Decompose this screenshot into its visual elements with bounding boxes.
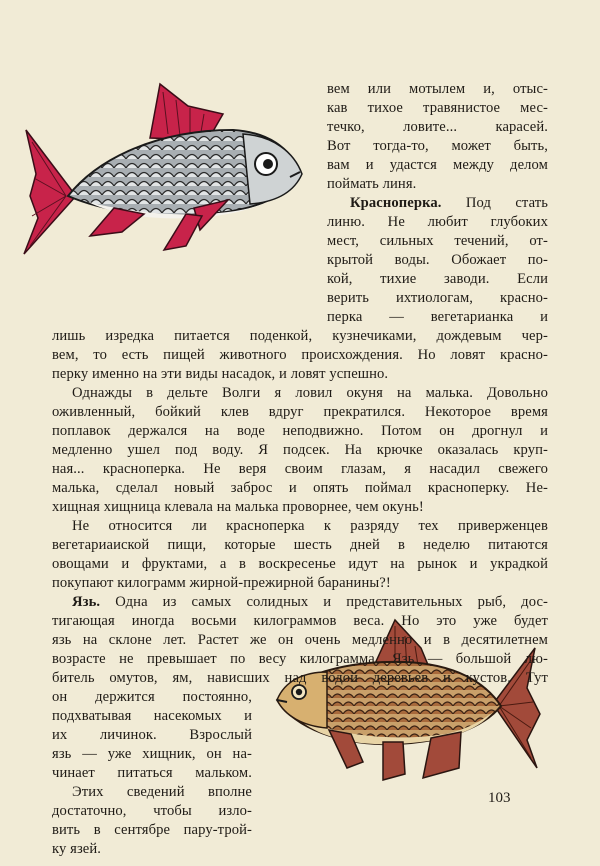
section-heading-ide: Язь. <box>72 594 101 610</box>
text-line: тигающая иногда восьми килограммов веса. Но это уже будет <box>52 613 548 629</box>
text-line: перку именно на эти виды насадок, и ловят успешно. <box>52 366 389 382</box>
text-line: овощами и фруктами, а в воскресенье идут на рынок и украдкой <box>52 556 548 572</box>
text-line: мест, сильных течений, от- <box>327 233 548 249</box>
text-line: крытой воды. Обожает по- <box>327 252 548 268</box>
text-line: поймать линя. <box>327 176 417 192</box>
text-line: битель омутов, ям, нависших над водой деревьев и кустов. Тут <box>52 670 548 686</box>
heading-trailing-text: Одна из самых солидных и представительных рыб, дос- <box>115 594 548 610</box>
text-line: вить в сентябре пару-трой- <box>52 822 252 838</box>
text-line: вем, то есть пищей животного происхождения. Но ловят красно- <box>52 347 548 363</box>
text-line: чинает питаться мальком. <box>52 765 252 781</box>
text-line: малька, сделал новый заброс и опять поймал красноперку. Не- <box>52 480 548 496</box>
text-line: медленно ушел под воду. Я подсек. На крючке оказалась круп- <box>52 442 548 458</box>
text-line-heading <box>72 593 548 612</box>
text-line: Этих сведений вполне <box>72 784 252 800</box>
text-line: возрасте не превышает по весу килограмма. Язь — большой лю- <box>52 651 548 667</box>
text-line: их личинок. Взрослый <box>52 727 252 743</box>
text-line: достаточно, чтобы изло- <box>52 803 252 819</box>
text-line: течко, ловите... карасей. <box>327 119 548 135</box>
text-line: лишь изредка питается поденкой, кузнечиками, дождевым чер- <box>52 328 548 344</box>
page-number: 103 <box>488 790 511 806</box>
rudd-fish-illustration <box>18 78 318 256</box>
text-line: Однажды в дельте Волги я ловил окуня на малька. Довольно <box>72 385 548 401</box>
text-line: он держится постоянно, <box>52 689 252 705</box>
text-line: покупают килограмм жирной-прежирной баранины?! <box>52 575 391 591</box>
text-line: вам и удастся между делом <box>327 157 548 173</box>
text-line: хищная хищница клевала на малька проворнее, чем окунь! <box>52 499 424 515</box>
text-line: поплавок держался на воде неподвижно. Потом он дрогнул и <box>52 423 548 439</box>
text-line: ку язей. <box>52 841 102 857</box>
text-line: Вот тогда-то, может быть, <box>327 138 548 154</box>
section-heading-rudd: Красноперка. <box>350 195 442 211</box>
text-line: язь — уже хищник, он на- <box>52 746 252 762</box>
heading-trailing-text: Под стать <box>465 195 549 211</box>
text-line: верить ихтиологам, красно- <box>327 290 548 306</box>
text-line: Не относится ли красноперка к разряду тех приверженцев <box>72 518 548 534</box>
text-line-heading <box>350 194 548 213</box>
text-line: ная... красноперка. Не веря своим глазам, я насадил свежего <box>52 461 548 477</box>
text-line: кой, тихие заводи. Если <box>327 271 548 287</box>
text-line: вем или мотылем и, отыс- <box>327 81 548 97</box>
text-line: вегетариаиской пищи, которые шесть дней в неделю питаются <box>52 537 548 553</box>
text-line: подхватывая насекомых и <box>52 708 252 724</box>
text-line: кав тихое травянистое мес- <box>327 100 548 116</box>
text-line: линю. Не любит глубоких <box>327 214 548 230</box>
text-line: оживленный, бойкий клев вдруг прекратился. Некоторое время <box>52 404 548 420</box>
text-line: язь на склоне лет. Растет же он очень медленно и в десятилетнем <box>52 632 548 648</box>
text-line: перка — вегетарианка и <box>327 309 548 325</box>
